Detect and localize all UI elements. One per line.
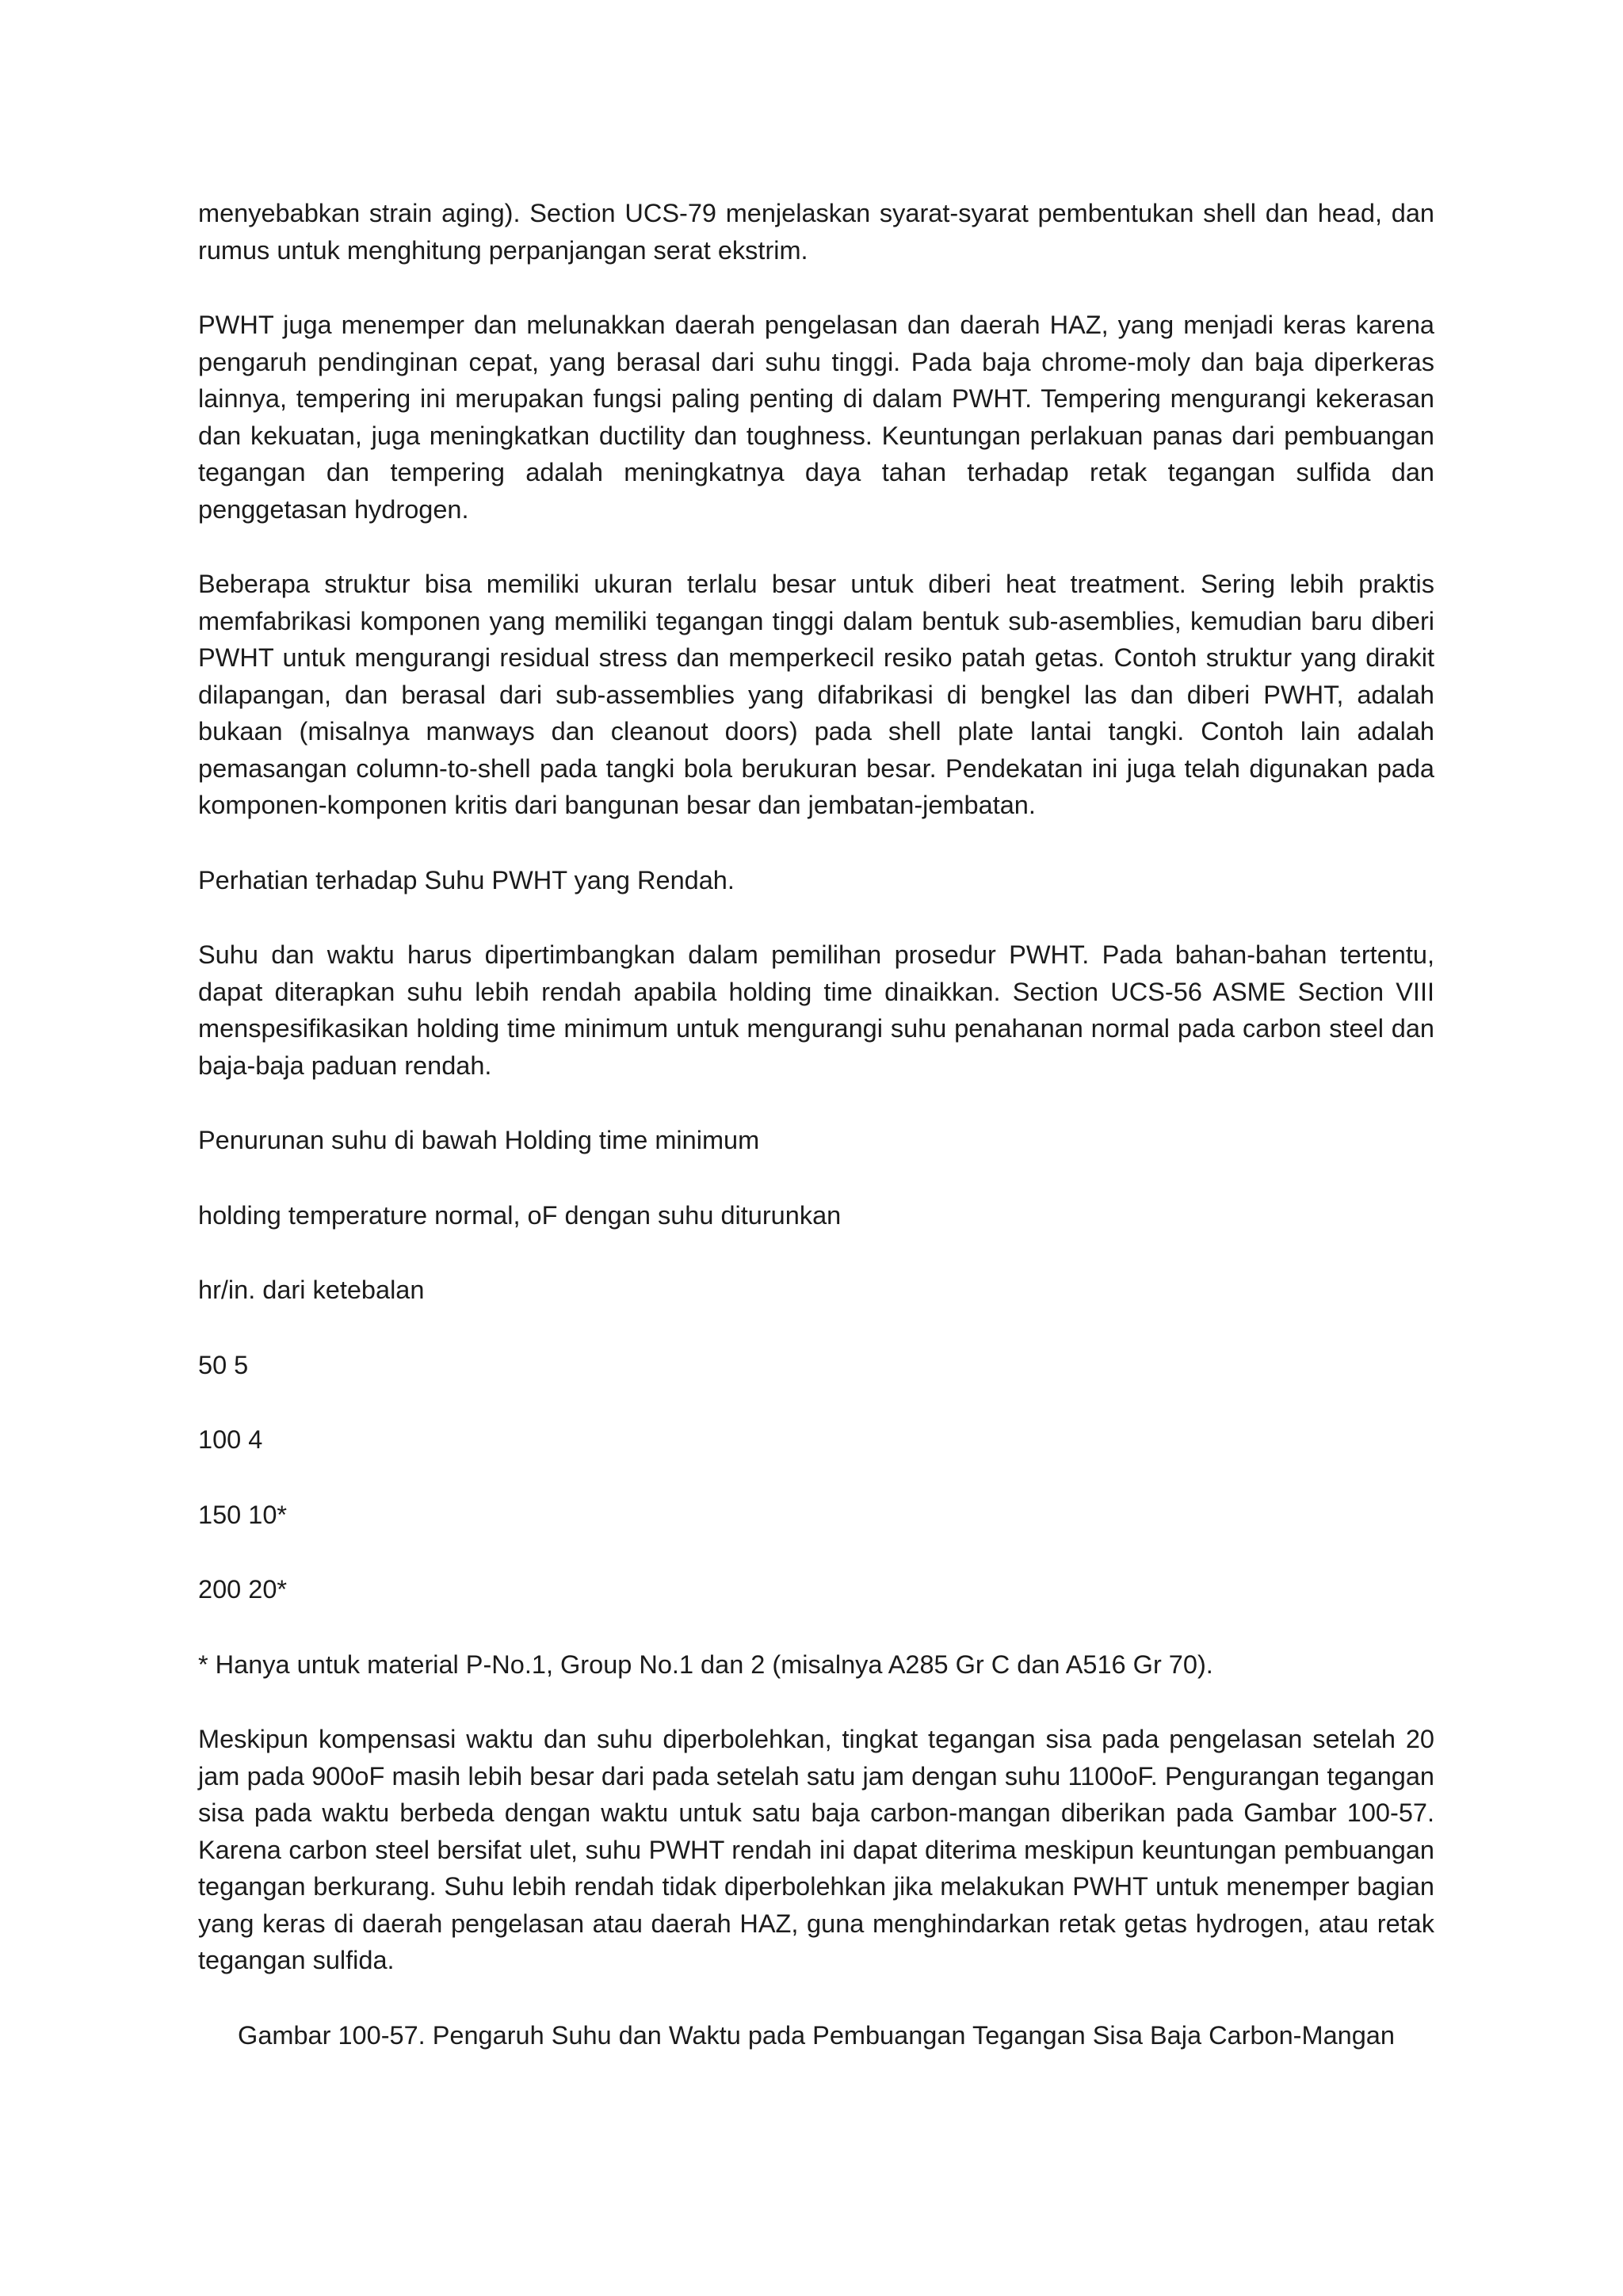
document-page	[198, 195, 1434, 2054]
figure-caption: Gambar 100-57. Pengaruh Suhu dan Waktu pada Pembuangan Tegangan Sisa Baja Carbon-Mangan	[238, 2020, 1395, 2050]
table-header-line-1: Penurunan suhu di bawah Holding time minimum	[198, 1126, 760, 1154]
table-row: 200 20*	[198, 1575, 288, 1604]
section-heading-low-pwht: Perhatian terhadap Suhu PWHT yang Rendah.	[198, 865, 735, 894]
paragraph-closing: Meskipun kompensasi waktu dan suhu diperbolehkan, tingkat tegangan sisa pada pengelasan setelah 20 jam pada 900oF masih lebih besar dari pada setelah satu jam dengan suhu 1100oF. Pengurangan tegangan sisa pada waktu berbeda dengan waktu untuk satu baja carbon-mangan diberikan pada Gambar 100-57. Karena carbon steel bersifat ulet, suhu PWHT rendah ini dapat diterima meskipun keuntungan pembuangan tegangan berkurang. Suhu lebih rendah tidak diperbolehkan jika melakukan PWHT untuk menemper bagian yang keras di daerah pengelasan atau daerah HAZ, guna menghindarkan retak getas hydrogen, atau retak tegangan sulfida.	[198, 1725, 1434, 1974]
paragraph-pwht-tempering: PWHT juga menemper dan melunakkan daerah pengelasan dan daerah HAZ, yang menjadi keras karena pengaruh pendinginan cepat, yang berasal dari suhu tinggi. Pada baja chrome-moly dan baja diperkeras lainnya, tempering ini merupakan fungsi paling penting di dalam PWHT. Tempering mengurangi kekerasan dan kekuatan, juga meningkatkan ductility dan toughness. Keuntungan perlakuan panas dari pembuangan tegangan dan tempering adalah meningkatnya daya tahan terhadap retak tegangan sulfida dan penggetasan hydrogen.	[198, 311, 1434, 524]
paragraph-subassemblies: Beberapa struktur bisa memiliki ukuran terlalu besar untuk diberi heat treatment. Sering lebih praktis memfabrikasi komponen yang memiliki tegangan tinggi dalam bentuk sub-asemblies, kemudian baru diberi PWHT untuk mengurangi residual stress dan memperkecil resiko patah getas. Contoh struktur yang dirakit dilapangan, dan berasal dari sub-assemblies yang difabrikasi di bengkel las dan diberi PWHT, adalah bukaan (misalnya manways dan cleanout doors) pada shell plate lantai tangki. Contoh lain adalah pemasangan column-to-shell pada tangki bola berukuran besar. Pendekatan ini juga telah digunakan pada komponen-komponen kritis dari bangunan besar dan jembatan-jembatan.	[198, 570, 1434, 819]
table-footnote: * Hanya untuk material P-No.1, Group No.1 dan 2 (misalnya A285 Gr C dan A516 Gr 70).	[198, 1650, 1213, 1679]
table-header-line-2: holding temperature normal, oF dengan suhu diturunkan	[198, 1200, 842, 1230]
table-row: 100 4	[198, 1425, 263, 1454]
table-header-line-3: hr/in. dari ketebalan	[198, 1276, 425, 1304]
table-row: 50 5	[198, 1350, 249, 1379]
paragraph-strain-aging: menyebabkan strain aging). Section UCS-79 menjelaskan syarat-syarat pembentukan shell dan head, dan rumus untuk menghitung perpanjangan serat ekstrim.	[198, 199, 1434, 265]
paragraph-temperature-time: Suhu dan waktu harus dipertimbangkan dalam pemilihan prosedur PWHT. Pada bahan-bahan tertentu, dapat diterapkan suhu lebih rendah apabila holding time dinaikkan. Section UCS-56 ASME Section VIII menspesifikasikan holding time minimum untuk mengurangi suhu penahanan normal pada carbon steel dan baja-baja paduan rendah.	[198, 940, 1434, 1080]
table-row: 150 10*	[198, 1500, 288, 1529]
